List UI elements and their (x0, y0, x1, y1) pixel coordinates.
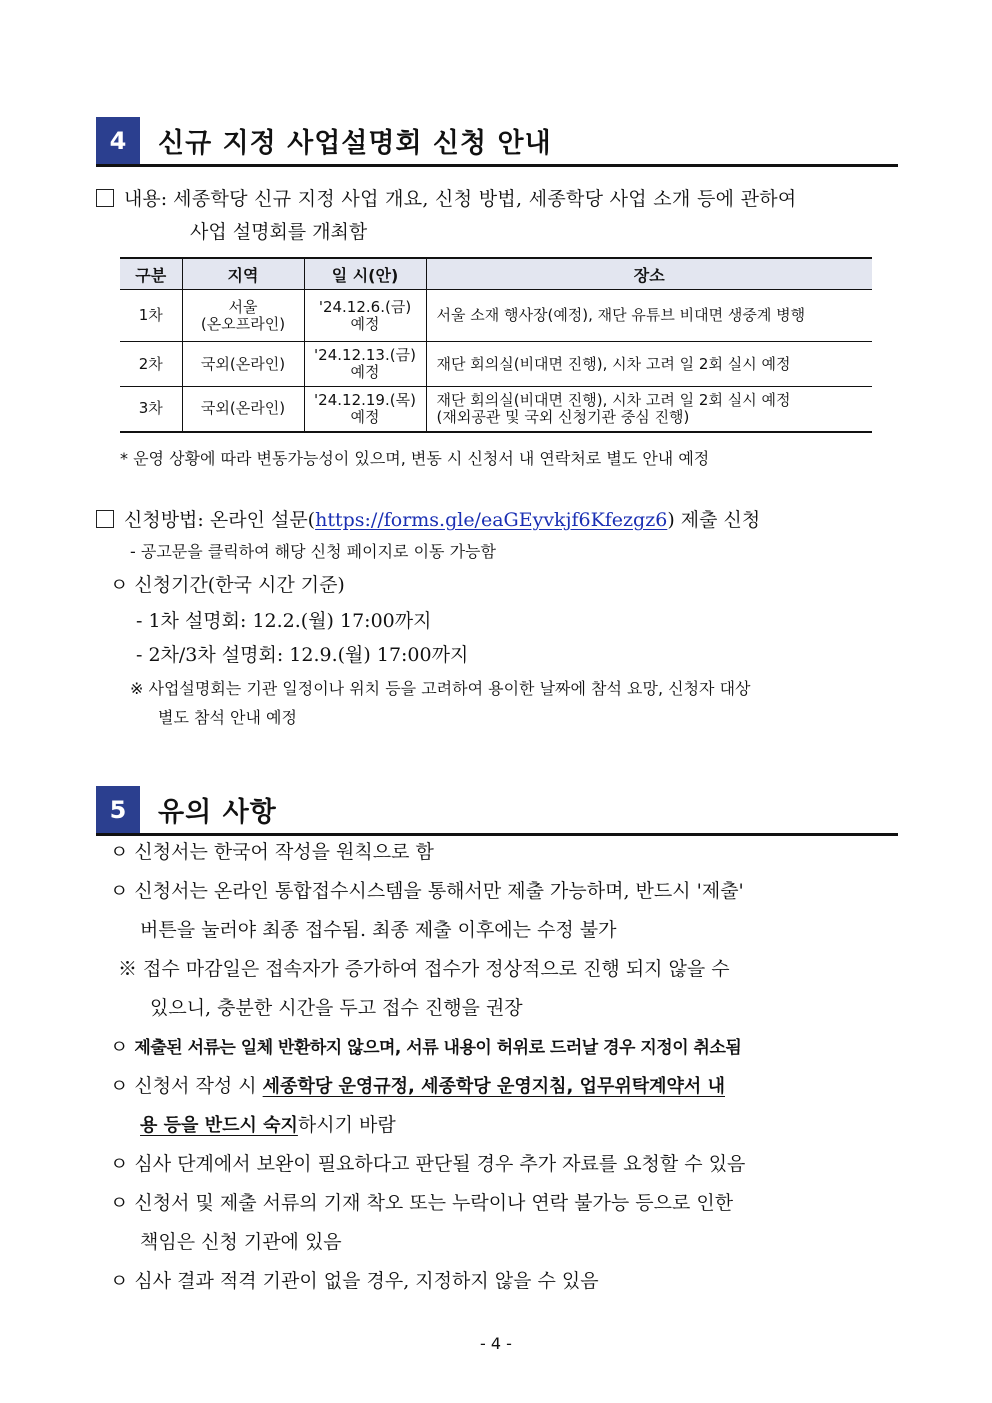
place-cell: 재단 회의실(비대면 진행), 시차 고려 일 2회 실시 예정 (426, 342, 872, 387)
content-line-1 (96, 187, 797, 211)
period-note-1: ※ 사업설명회는 기관 일정이나 위치 등을 고려하여 용이한 날짜에 참석 요망, 신청자 대상 (130, 679, 751, 698)
bullet: ㅇ (110, 1036, 129, 1058)
table-row (120, 387, 872, 432)
header-place: 장소 (426, 258, 872, 290)
period-title: ㅇ 신청기간(한국 시간 기준) (110, 574, 345, 596)
checkbox-icon (96, 510, 114, 528)
round-cell: 3차 (120, 387, 182, 432)
region-cell (182, 290, 304, 342)
period-2: - 2차/3차 설명회: 12.9.(월) 17:00까지 (136, 644, 469, 666)
section-4-title: 신규 지정 사업설명회 신청 안내 (158, 128, 552, 159)
table-row (120, 290, 872, 342)
round-cell: 2차 (120, 342, 182, 387)
notice-item-1: ㅇ 신청서는 한국어 작성을 원칙으로 함 (110, 841, 434, 863)
page-number: - 4 - (480, 1334, 512, 1353)
notice-item-5-bold-2: 용 등을 반드시 숙지 (140, 1115, 298, 1136)
method-line (96, 508, 760, 532)
section-4-number: 4 (96, 117, 140, 165)
place-line-2: (재외공관 및 국외 신청기관 중심 진행) (436, 407, 690, 426)
table-note: * 운영 상황에 따라 변동가능성이 있으며, 변동 시 신청서 내 연락처로 별도 안내 예정 (120, 449, 710, 468)
notice-item-5-tail: 하시기 바람 (297, 1114, 396, 1136)
section-4-rule (96, 164, 898, 167)
notice-item-7-line-1: ㅇ 신청서 및 제출 서류의 기재 착오 또는 누락이나 연락 불가능 등으로 인한 (110, 1192, 734, 1214)
section-5-rule (96, 833, 898, 836)
region-cell: 국외(온라인) (182, 342, 304, 387)
region-cell: 국외(온라인) (182, 387, 304, 432)
notice-item-2-line-1: ㅇ 신청서는 온라인 통합접수시스템을 통해서만 제출 가능하며, 반드시 '제출' (110, 880, 744, 902)
date-line-2: 예정 (350, 363, 380, 381)
notice-item-8: ㅇ 심사 결과 적격 기관이 없을 경우, 지정하지 않을 수 있음 (110, 1270, 599, 1292)
header-region: 지역 (182, 258, 304, 290)
content-line-2: 사업 설명회를 개최함 (190, 221, 368, 243)
notice-item-6: ㅇ 심사 단계에서 보완이 필요하다고 판단될 경우 추가 자료를 요청할 수 있음 (110, 1153, 746, 1175)
date-cell (304, 342, 426, 387)
content-label: 내용: (124, 188, 168, 210)
method-tail: ) 제출 신청 (667, 509, 761, 531)
schedule-table (120, 257, 872, 433)
notice-item-4 (110, 1035, 741, 1060)
table-row (120, 342, 872, 387)
date-line-1: '24.12.6.(금) (318, 297, 412, 316)
date-line-1: '24.12.19.(목) (314, 390, 416, 409)
content-text: 세종학당 신규 지정 사업 개요, 신청 방법, 세종학당 사업 소개 등에 관하여 (173, 188, 797, 210)
date-cell (304, 387, 426, 432)
notice-item-7-line-2: 책임은 신청 기관에 있음 (140, 1231, 342, 1253)
notice-item-2-line-2: 버튼을 눌러야 최종 접수됨. 최종 제출 이후에는 수정 불가 (140, 919, 617, 941)
place-line-1: 서울 소재 행사장(예정), 재단 유튜브 비대면 생중계 병행 (436, 306, 806, 324)
section-5-number: 5 (96, 786, 140, 834)
notice-item-5-prefix: ㅇ 신청서 작성 시 (110, 1075, 257, 1097)
date-line-2: 예정 (350, 407, 380, 426)
place-cell (426, 290, 872, 342)
period-1: - 1차 설명회: 12.2.(월) 17:00까지 (136, 610, 432, 632)
survey-link[interactable]: https://forms.gle/eaGEyvkjf6Kfezgz6 (315, 509, 668, 531)
place-line-1: 재단 회의실(비대면 진행), 시차 고려 일 2회 실시 예정 (436, 390, 791, 409)
round-cell: 1차 (120, 290, 182, 342)
header-date: 일 시(안) (304, 258, 426, 290)
date-line-2: 예정 (350, 314, 380, 333)
notice-item-3-line-2: 있으니, 충분한 시간을 두고 접수 진행을 권장 (150, 997, 523, 1019)
notice-item-5-line-2 (140, 1113, 396, 1138)
table-header-row (120, 258, 872, 290)
place-cell (426, 387, 872, 432)
method-label: 신청방법: 온라인 설문( (124, 509, 316, 531)
checkbox-icon (96, 189, 114, 207)
notice-item-3-line-1: ※ 접수 마감일은 접속자가 증가하여 접수가 정상적으로 진행 되지 않을 수 (118, 958, 730, 980)
notice-item-5-line-1 (110, 1074, 725, 1099)
section-5-title: 유의 사항 (158, 797, 277, 828)
section-4-heading (96, 117, 898, 165)
period-note-2: 별도 참석 안내 예정 (158, 708, 297, 727)
region-line-1: 서울 (228, 297, 258, 316)
method-sub: - 공고문을 클릭하여 해당 신청 페이지로 이동 가능함 (130, 542, 496, 561)
header-round: 구분 (120, 258, 182, 290)
notice-item-5-bold-1: 세종학당 운영규정, 세종학당 운영지침, 업무위탁계약서 내 (262, 1076, 725, 1097)
date-cell (304, 290, 426, 342)
date-line-1: '24.12.13.(금) (314, 346, 416, 364)
section-5-heading (96, 786, 898, 834)
region-line-2: (온오프라인) (200, 314, 286, 333)
notice-item-4-text: 제출된 서류는 일체 반환하지 않으며, 서류 내용이 허위로 드러날 경우 지정이 취소됨 (134, 1038, 742, 1058)
